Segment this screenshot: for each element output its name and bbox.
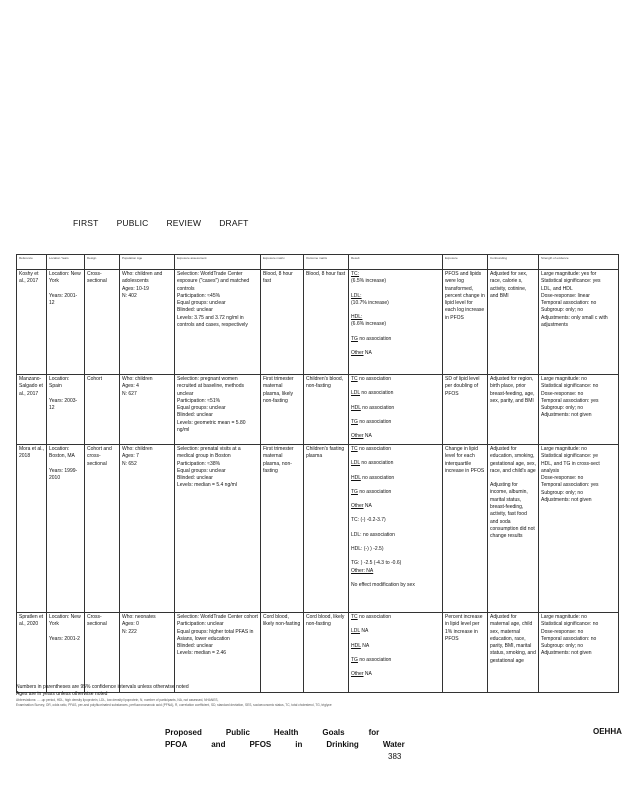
cell-confounding: Adjusted for sex, race, calorie s, activity, cotinine, and BMI <box>488 270 539 375</box>
col-header: Strength of evidence <box>539 255 619 270</box>
cell-result: TC no association LDL no association HDL no association TG no association Other NA <box>349 375 443 445</box>
footer-org: OEHHA <box>593 727 622 736</box>
col-header: Design <box>85 255 120 270</box>
cell-reference: Mora et al., 2018 <box>17 445 47 613</box>
cell-design: Cohort and cross-sectional <box>85 445 120 613</box>
cell-exposure-unit: Change in lipid level for each interquartile increase in PFOS <box>443 445 488 613</box>
col-header: Result <box>349 255 443 270</box>
table-row <box>17 270 619 375</box>
cell-outcome-matrix: Cord blood, likely non-fasting <box>304 613 349 693</box>
cell-population: Who: children and adolescents Ages: 10-19 N: 402 <box>120 270 175 375</box>
cell-design: Cohort <box>85 375 120 445</box>
cell-location: Location: Boston, MA Years: 1999-2010 <box>47 445 85 613</box>
cell-exposure-unit: PFOS and lipids were log transformed, percent change in lipid level for each log increase in PFOS <box>443 270 488 375</box>
cell-population: Who: neonates Ages: 0 N: 222 <box>120 613 175 693</box>
cell-outcome-matrix: Children's blood, non-fasting <box>304 375 349 445</box>
table-row <box>17 613 619 693</box>
cell-exposure-matrix: Cord blood, likely non-fasting <box>261 613 304 693</box>
cell-exposure-matrix: First trimester maternal plasma, non-fasting <box>261 445 304 613</box>
cell-confounding: Adjusted for region, birth place, prior breast-feeding, age, sex, parity, and BMI <box>488 375 539 445</box>
cell-exposure: Selection: WorldTrade Center exposure ("cases") and matched controls Participation: ≈45% Equal groups: unclear Blinded: unclear Levels: 3.75 and 3.72 ng/ml in controls and cases, respectively <box>175 270 261 375</box>
study-table <box>16 254 619 693</box>
cell-exposure-unit: SD of lipid level per doubling of PFOS <box>443 375 488 445</box>
cell-strength: Large magnitude: no Statistical significance: ye HDL, and TG in cross-sect analysis Dose-response: no Temporal association: yes Subgroup: only; no Adjustments: not given <box>539 445 619 613</box>
table-header-row <box>17 255 619 270</box>
cell-population: Who: children Ages: 7 N: 652 <box>120 445 175 613</box>
note-abbreviations-cont: Examination Survey, OR, odds ratio, PFAS, per-and polyfluorinated substances, perfluorononanoic acid (PFNA), R, correlation coefficient, SD, standard deviation, SES, socioeconomic status, TC, total cholesterol, TG, triglyce <box>16 703 332 707</box>
draft-header <box>73 218 267 228</box>
cell-location: Location: New York Years: 2001-12 <box>47 270 85 375</box>
cell-result: TC: (6.5% increase) LDL: (10.7% increase) HDL: (6.6% increase) TG no association Other NA <box>349 270 443 375</box>
draft-word: DRAFT <box>219 218 249 228</box>
table-row <box>17 375 619 445</box>
note-abbreviations: Abbreviations: ... -up period, HDL, high density lipoprotein, LDL, low density lipoprotein, N, number of participants, NA, not assessed, NHANES, <box>16 698 219 702</box>
cell-exposure: Selection: WorldTrade Center cohort Participation: unclear Equal groups: higher total PFAS in Asians, lower education Blinded: unclear Levels: median = 2.46 <box>175 613 261 693</box>
draft-word: PUBLIC <box>116 218 149 228</box>
col-header: Outcome matrix <box>304 255 349 270</box>
cell-exposure-matrix: First trimester maternal plasma, likely non-fasting <box>261 375 304 445</box>
col-header: Exposure assessment <box>175 255 261 270</box>
draft-word: FIRST <box>73 218 99 228</box>
col-header: Exposure <box>443 255 488 270</box>
footer-title-line1: Proposed Public Health Goals for <box>165 728 380 737</box>
cell-strength: Large magnitude: yes for Statistical significance: yes LDL, and HDL Dose-response: linear Temporal association: no Subgroup: only; no Adjustments: only small c with adjustments <box>539 270 619 375</box>
cell-exposure-matrix: Blood, 8 hour fast <box>261 270 304 375</box>
cell-exposure-unit: Percent increase in lipid level per 1% increase in PFOS <box>443 613 488 693</box>
cell-reference: Koshy et al., 2017 <box>17 270 47 375</box>
page-footer <box>165 727 429 751</box>
cell-location: Location: Spain Years: 2003-12 <box>47 375 85 445</box>
note-ages: Ages are in years unless otherwise noted <box>16 691 108 697</box>
col-header: Exposure matrix <box>261 255 304 270</box>
cell-confounding: Adjusted for maternal age, child sex, maternal education, race, parity, BMI, marital status, smoking, and gestational age <box>488 613 539 693</box>
cell-strength: Large magnitude: no Statistical significance: no Dose-response: no Temporal association: no Subgroup: only; no Adjustments: not given <box>539 613 619 693</box>
cell-confounding: Adjusted for education, smoking, gestational age, sex, race, and child's age Adjusting for income, albumin, marital status, breast-feeding, activity, fast food and soda consumption did not change results <box>488 445 539 613</box>
col-header: Confounding <box>488 255 539 270</box>
cell-design: Cross-sectional <box>85 613 120 693</box>
cell-exposure: Selection: pregnant women recruited at baseline, methods unclear Participation: ≈51% Equal groups: unclear Blinded: unclear Levels: geometric mean = 5.80 ng/ml <box>175 375 261 445</box>
cell-design: Cross-sectional <box>85 270 120 375</box>
cell-reference: Spratlen et al., 2020 <box>17 613 47 693</box>
cell-exposure: Selection: prenatal visits at a medical group in Boston Participation: ≈38% Equal groups: unclear Blinded: unclear Levels: median = 5.4 ng/ml <box>175 445 261 613</box>
col-header: Population Age <box>120 255 175 270</box>
col-header: Reference <box>17 255 47 270</box>
table-row <box>17 445 619 613</box>
cell-strength: Large magnitude: no Statistical significance: no Dose-response: no Temporal association: yes Subgroup: only; no Adjustments: not given <box>539 375 619 445</box>
footer-title-line2: PFOA and PFOS in Drinking Water <box>165 740 405 749</box>
col-header: Location Years <box>47 255 85 270</box>
cell-outcome-matrix: Blood, 8 hour fast <box>304 270 349 375</box>
study-table-container <box>16 254 618 693</box>
draft-word: REVIEW <box>166 218 202 228</box>
cell-result: TC no association LDL no association HDL no association TG no association Other NA TC: (-) -0.2-3.7) LDL: no association HDL: (-) ) -2.5) TG: ) -2.5 (-4.3 to -0.6) Other: NA No effect modification by sex <box>349 445 443 613</box>
table-notes <box>16 684 618 708</box>
page-number: 383 <box>388 752 402 761</box>
cell-result: TC no association LDL NA HDL NA TG no association Other NA <box>349 613 443 693</box>
cell-location: Location: New York Years: 2001-2 <box>47 613 85 693</box>
cell-population: Who: children Ages: 4 N: 627 <box>120 375 175 445</box>
cell-reference: Manzano-Salgado et al., 2017 <box>17 375 47 445</box>
note-ci: Numbers in parentheses are 95% confidence intervals unless otherwise noted <box>16 684 189 690</box>
cell-outcome-matrix: Children's fasting plasma <box>304 445 349 613</box>
